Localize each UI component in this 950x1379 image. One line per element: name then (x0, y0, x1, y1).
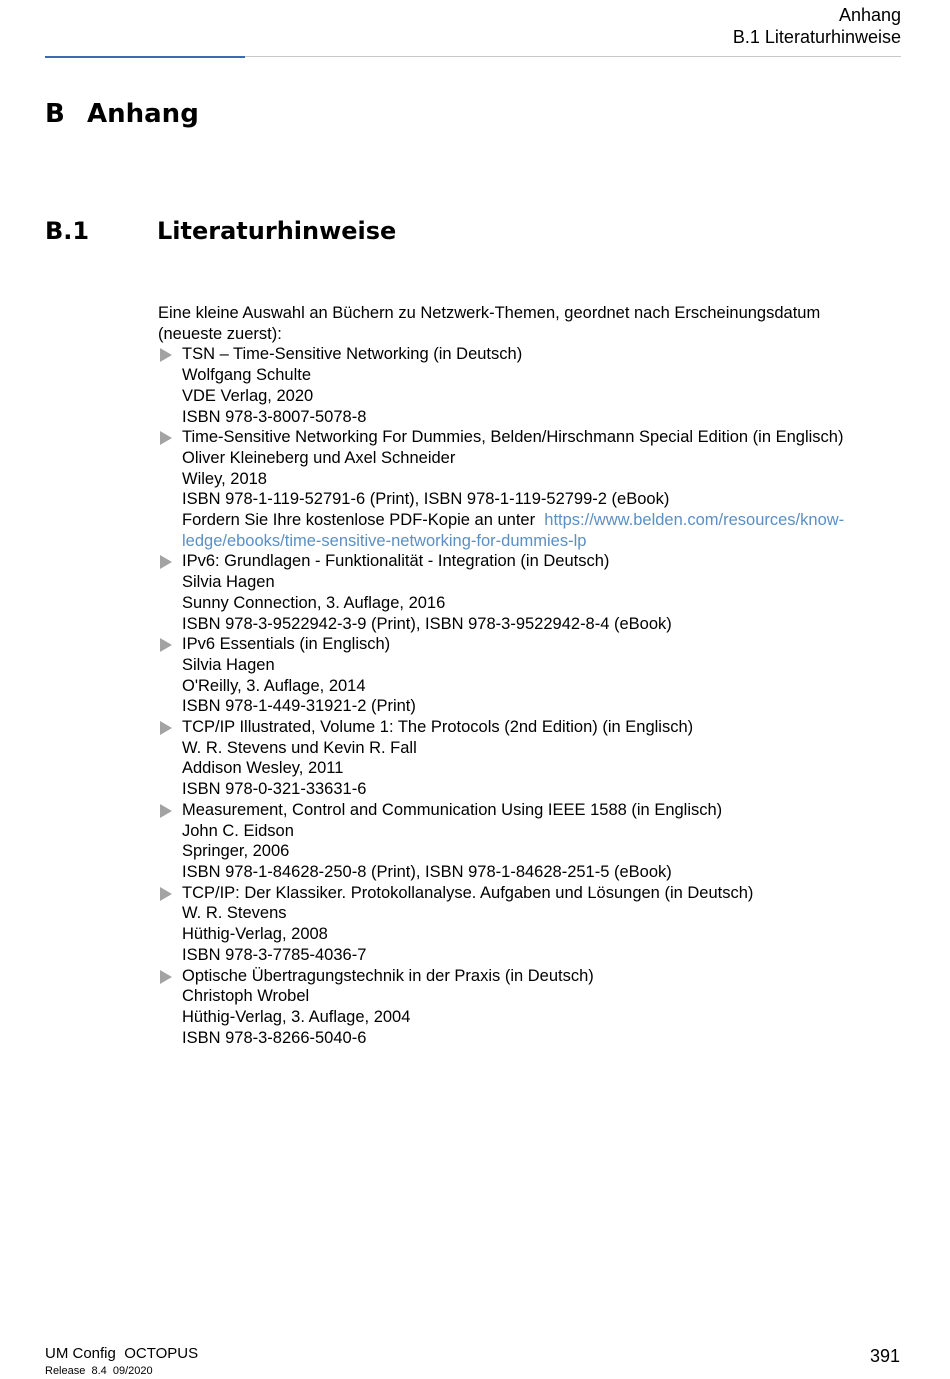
intro-line: (neueste zuerst): (158, 324, 282, 343)
book-isbn: ISBN 978-3-7785-4036-7 (182, 945, 367, 964)
book-title: TCP/IP Illustrated, Volume 1: The Protocols (2nd Edition) (in Englisch) (182, 718, 694, 737)
book-author: Oliver Kleineberg und Axel Schneider (182, 448, 456, 467)
book-publisher: Sunny Connection, 3. Auflage, 2016 (182, 593, 446, 612)
book-publisher: Addison Wesley, 2011 (182, 759, 344, 778)
section-title: Literaturhinweise (157, 217, 397, 245)
book-author: Silvia Hagen (182, 655, 275, 674)
book-publisher: Hüthig-Verlag, 3. Auflage, 2004 (182, 1007, 411, 1026)
book-author: Wolfgang Schulte (182, 366, 312, 385)
book-entry (158, 634, 888, 717)
header-rule-accent (45, 56, 245, 58)
book-entry (158, 427, 888, 551)
book-title: TCP/IP: Der Klassiker. Protokollanalyse. Aufgaben und Lösungen (in Deutsch) (182, 883, 754, 902)
book-isbn: ISBN 978-1-84628-250-8 (Print), ISBN 978-1-84628-251-5 (eBook) (182, 862, 672, 881)
book-note (182, 510, 888, 531)
triangle-bullet-icon (160, 431, 172, 445)
book-author: W. R. Stevens und Kevin R. Fall (182, 738, 417, 757)
section-number: B.1 (45, 217, 90, 245)
triangle-bullet-icon (160, 555, 172, 569)
book-title: TSN – Time-Sensitive Networking (in Deutsch) (182, 345, 523, 364)
belden-download-link[interactable]: https://www.belden.com/resources/know- (544, 511, 845, 530)
book-isbn: ISBN 978-3-8266-5040-6 (182, 1028, 367, 1047)
book-title: Measurement, Control and Communication Using IEEE 1588 (in Englisch) (182, 800, 723, 819)
book-entry (158, 717, 888, 800)
book-title: Optische Übertragungstechnik in der Praxis (in Deutsch) (182, 966, 594, 985)
main-content (158, 303, 888, 1048)
chapter-title: Anhang (87, 99, 199, 129)
book-list (158, 344, 888, 1048)
footer-manual-title: UM Config OCTOPUS (45, 1345, 199, 1362)
book-isbn: ISBN 978-3-9522942-3-9 (Print), ISBN 978-3-9522942-8-4 (eBook) (182, 614, 672, 633)
book-publisher: O'Reilly, 3. Auflage, 2014 (182, 676, 366, 695)
triangle-bullet-icon (160, 721, 172, 735)
book-isbn: ISBN 978-0-321-33631-6 (182, 780, 367, 799)
book-publisher: Hüthig-Verlag, 2008 (182, 925, 328, 944)
book-isbn: ISBN 978-1-119-52791-6 (Print), ISBN 978-1-119-52799-2 (eBook) (182, 490, 670, 509)
book-entry (158, 344, 888, 427)
footer-release: Release 8.4 09/2020 (45, 1365, 153, 1377)
book-note-text: Fordern Sie Ihre kostenlose PDF-Kopie an unter (182, 511, 536, 530)
triangle-bullet-icon (160, 348, 172, 362)
book-title: Time-Sensitive Networking For Dummies, Belden/Hirschmann Special Edition (in Englisch) (182, 428, 844, 447)
book-isbn: ISBN 978-3-8007-5078-8 (182, 407, 367, 426)
chapter-number: B (45, 99, 65, 129)
footer-document-info (45, 1345, 198, 1379)
book-title: IPv6 Essentials (in Englisch) (182, 635, 391, 654)
book-isbn: ISBN 978-1-449-31921-2 (Print) (182, 697, 416, 716)
book-entry (158, 800, 888, 883)
running-header-section: B.1 Literaturhinweise (732, 27, 901, 47)
book-author: W. R. Stevens (182, 904, 287, 923)
running-header-chapter: Anhang (838, 5, 901, 25)
intro-paragraph (158, 303, 888, 344)
book-entry (158, 551, 888, 634)
belden-download-link-continued[interactable]: ledge/ebooks/time-sensitive-networking-for-dummies-lp (182, 531, 587, 550)
book-entry (158, 966, 888, 1049)
running-header (733, 4, 901, 48)
page-number: 391 (869, 1346, 900, 1366)
book-publisher: VDE Verlag, 2020 (182, 386, 314, 405)
triangle-bullet-icon (160, 887, 172, 901)
triangle-bullet-icon (160, 804, 172, 818)
book-publisher: Springer, 2006 (182, 842, 290, 861)
book-title: IPv6: Grundlagen - Funktionalität - Integration (in Deutsch) (182, 552, 610, 571)
book-entry (158, 883, 888, 966)
book-author: Christoph Wrobel (182, 987, 310, 1006)
chapter-heading (45, 98, 199, 130)
intro-line: Eine kleine Auswahl an Büchern zu Netzwerk-Themen, geordnet nach Erscheinungsdatum (158, 304, 821, 322)
triangle-bullet-icon (160, 638, 172, 652)
section-heading (45, 216, 396, 246)
book-publisher: Wiley, 2018 (182, 469, 267, 488)
book-author: John C. Eidson (182, 821, 294, 840)
book-author: Silvia Hagen (182, 573, 275, 592)
triangle-bullet-icon (160, 970, 172, 984)
